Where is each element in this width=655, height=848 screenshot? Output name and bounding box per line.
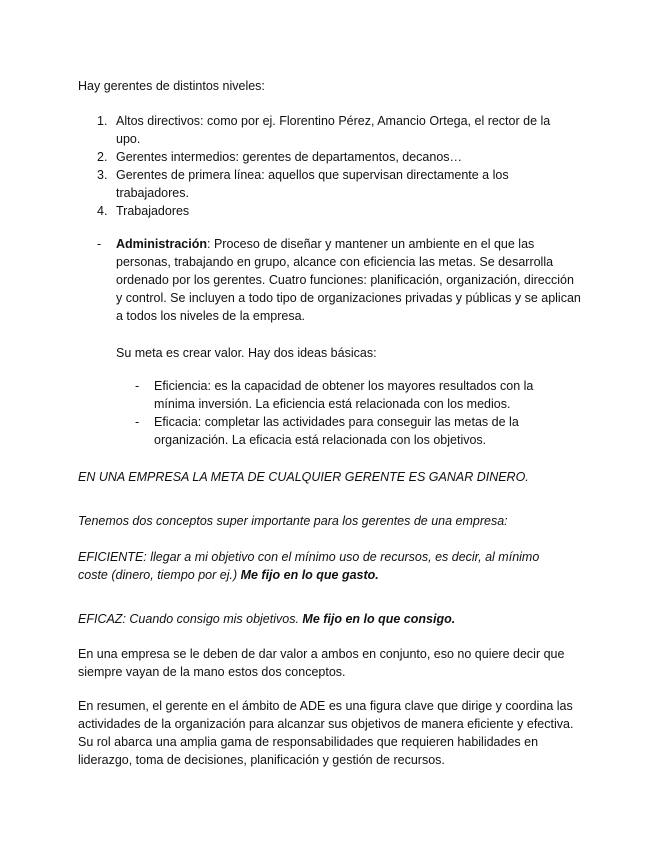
effective-emphasis: Me fijo en lo que consigo. [302,612,456,626]
effective-text: EFICAZ: Cuando consigo mis objetivos. [78,612,303,626]
administration-description: : Proceso de diseñar y mantener un ambiente en el que las personas, trabajando en grupo, alcance con eficiencia las metas. Se desarrolla ordenado por los gerentes. Cuatro funciones: planificación, organización, dirección y control. Se incluyen a todo tipo de organizaciones privadas y públicas y se aplican a todos los niveles de la empresa. [116,237,581,323]
list-item [97,166,575,202]
efficient-text: EFICIENTE: llegar a mi objetivo con el mínimo uso de recursos, es decir, al mínimo coste (dinero, tiempo por ej.) [78,550,540,582]
efficient-definition [78,548,558,584]
list-number: 2. [97,150,108,164]
both-concepts-paragraph: En una empresa se le deben de dar valor a ambos en conjunto, eso no quiere decir que siempre vayan de la mano estos dos conceptos. [78,647,565,679]
manager-levels-list [97,112,575,220]
goal-paragraph: Su meta es crear valor. Hay dos ideas básicas: [116,346,377,360]
list-number: 4. [97,204,108,218]
concepts-intro: Tenemos dos conceptos super importante para los gerentes de una empresa: [78,514,508,528]
dash-bullet: - [97,237,102,251]
list-item-text: Trabajadores [116,204,190,218]
effective-definition [78,610,583,628]
administration-text [116,235,582,325]
dash-bullet: - [135,379,140,393]
list-item-text: Gerentes intermedios: gerentes de departamentos, decanos… [116,150,463,164]
basic-ideas-list [135,377,555,449]
list-item [97,112,575,148]
summary-paragraph: En resumen, el gerente en el ámbito de ADE es una figura clave que dirige y coordina las actividades de la organización para alcanzar sus objetivos de manera eficiente y efectiva. Su rol abarca una amplia gama de responsabilidades que requieren habilidades en liderazgo, toma de decisiones, planificación y gestión de recursos. [78,699,574,767]
list-item-text: Altos directivos: como por ej. Florentino Pérez, Amancio Ortega, el rector de la upo. [116,114,551,146]
list-item-text: Gerentes de primera línea: aquellos que supervisan directamente a los trabajadores. [116,168,509,200]
list-item [135,413,555,449]
efficient-emphasis: Me fijo en lo que gasto. [240,568,379,582]
list-item [97,202,575,220]
list-number: 3. [97,168,108,182]
list-item-text: Eficacia: completar las actividades para conseguir las metas de la organización. La eficacia está relacionada con los objetivos. [154,415,519,447]
administration-term: Administración [116,237,207,251]
list-item [97,148,575,166]
company-goal-statement: EN UNA EMPRESA LA META DE CUALQUIER GERENTE ES GANAR DINERO. [78,470,529,484]
intro-paragraph: Hay gerentes de distintos niveles: [78,79,265,93]
dash-bullet: - [135,415,140,429]
list-number: 1. [97,114,108,128]
administration-definition [97,235,582,325]
list-item-text: Eficiencia: es la capacidad de obtener los mayores resultados con la mínima inversión. La eficiencia está relacionada con los medios. [154,379,534,411]
list-item [135,377,555,413]
